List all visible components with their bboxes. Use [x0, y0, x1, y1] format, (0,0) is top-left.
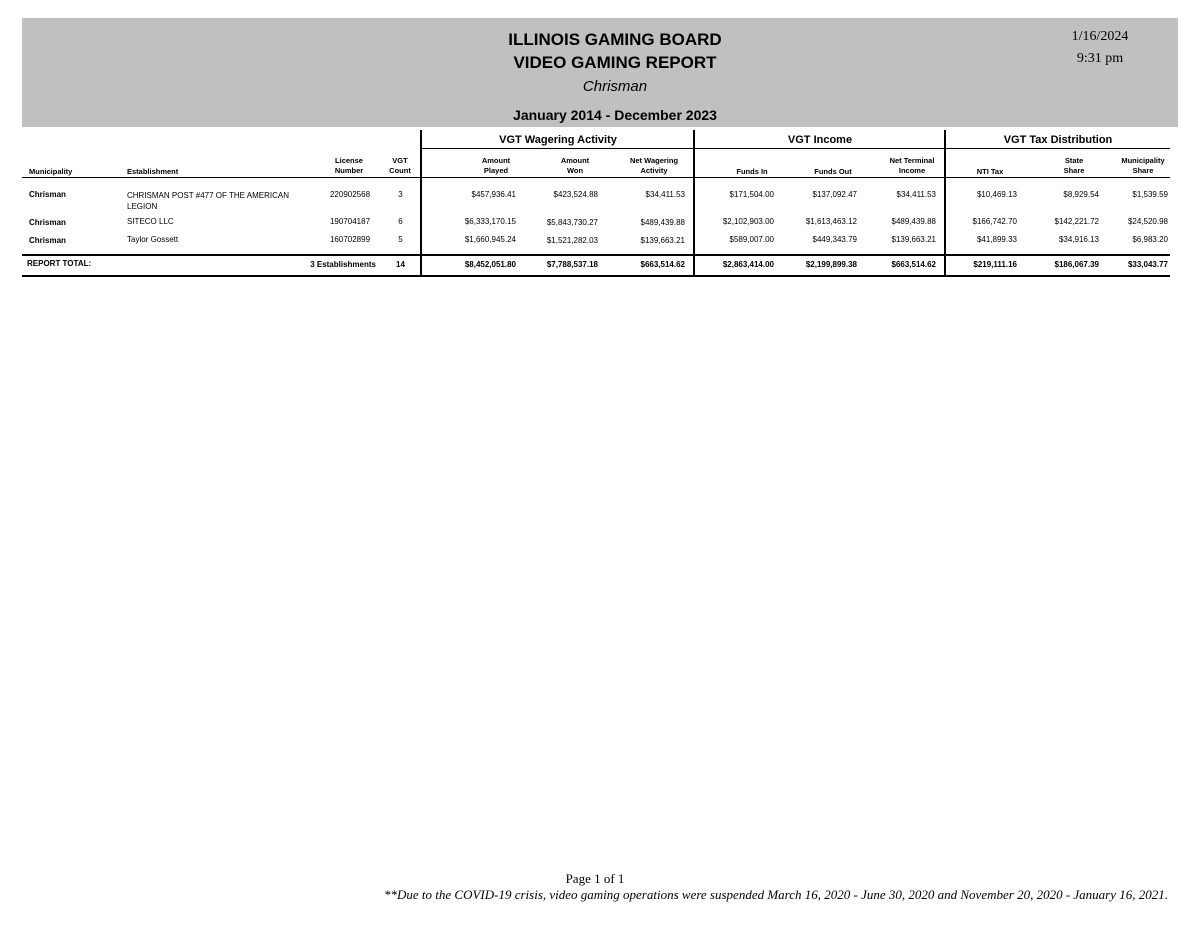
cell-net-terminal-income: $489,439.88	[891, 217, 936, 226]
cell-license: 160702899	[329, 235, 371, 244]
total-municipality-share: $33,043.77	[1127, 260, 1168, 269]
cell-establishment: CHRISMAN POST #477 OF THE AMERICAN	[127, 191, 289, 200]
report-time: 9:31 pm	[1076, 51, 1124, 66]
col-played-line2: Played	[483, 166, 509, 175]
cell-amount-played: $1,660,945.24	[464, 235, 516, 244]
col-nti-tax: NTI Tax	[976, 167, 1004, 176]
col-vgt-line2: Count	[389, 166, 411, 175]
cell-net-terminal-income: $34,411.53	[896, 190, 936, 199]
report-period: January 2014 - December 2023	[513, 107, 717, 123]
cell-municipality: Chrisman	[29, 218, 66, 227]
col-net-terminal-income	[878, 156, 946, 176]
cell-nti-tax: $41,899.33	[976, 235, 1017, 244]
col-vgt-count	[385, 156, 415, 176]
total-state-share: $186,067.39	[1054, 260, 1099, 269]
col-state-share	[1044, 156, 1104, 176]
cell-municipality-share: $24,520.98	[1127, 217, 1168, 226]
col-municipality-share	[1113, 156, 1173, 176]
cell-funds-in: $171,504.00	[729, 190, 774, 199]
col-license	[322, 156, 376, 176]
cell-license: 220902568	[329, 190, 371, 199]
total-net-wagering: $663,514.62	[640, 260, 685, 269]
cell-nti-tax: $166,742.70	[972, 217, 1017, 226]
total-bottom-rule	[22, 275, 1170, 277]
col-muni-line1: Municipality	[1121, 156, 1165, 165]
group-tax: VGT Tax Distribution	[1003, 134, 1113, 146]
cell-net-wagering: $489,439.88	[640, 218, 685, 227]
cell-establishment: Taylor Gossett	[127, 235, 179, 244]
col-amount-won	[545, 156, 605, 176]
col-amount-played	[466, 156, 526, 176]
cell-amount-won: $5,843,730.27	[546, 218, 598, 227]
total-establishments: 3 Establishments	[310, 260, 376, 269]
cell-license: 190704187	[329, 217, 371, 226]
page-number: Page 1 of 1	[565, 871, 625, 886]
cell-funds-out: $449,343.79	[812, 235, 857, 244]
col-vgt-line1: VGT	[392, 156, 408, 165]
cell-net-terminal-income: $139,663.21	[891, 235, 936, 244]
col-played-line1: Amount	[481, 156, 511, 165]
group-income: VGT Income	[787, 134, 853, 146]
col-license-line1: License	[335, 156, 363, 165]
cell-funds-out: $137,092.47	[812, 190, 857, 199]
col-won-line2: Won	[566, 166, 584, 175]
col-won-line1: Amount	[560, 156, 590, 165]
cell-vgt-count: 3	[398, 190, 403, 199]
cell-funds-out: $1,613,463.12	[805, 217, 857, 226]
total-funds-in: $2,863,414.00	[722, 260, 774, 269]
col-municipality: Municipality	[29, 167, 73, 176]
cell-state-share: $8,929.54	[1063, 190, 1099, 199]
total-net-terminal-income: $663,514.62	[891, 260, 936, 269]
total-vgt-count: 14	[396, 260, 405, 269]
total-funds-out: $2,199,899.38	[805, 260, 857, 269]
total-amount-won: $7,788,537.18	[546, 260, 598, 269]
col-nti-line1: Net Terminal	[889, 156, 935, 165]
cell-municipality: Chrisman	[29, 190, 66, 199]
total-nti-tax: $219,111.16	[973, 260, 1017, 269]
divider-income	[693, 130, 695, 276]
cell-state-share: $34,916.13	[1058, 235, 1099, 244]
cell-nti-tax: $10,469.13	[976, 190, 1017, 199]
report-date: 1/16/2024	[1071, 29, 1129, 44]
covid-footnote: **Due to the COVID-19 crisis, video gaming operations were suspended March 16, 2020 - June 30, 2020 and November 20, 2020 - January 16, 2021.	[384, 887, 1168, 902]
cell-funds-in: $2,102,903.00	[722, 217, 774, 226]
cell-funds-in: $589,007.00	[729, 235, 774, 244]
total-top-rule	[22, 254, 1170, 256]
col-funds-in: Funds In	[736, 167, 768, 176]
total-amount-played: $8,452,051.80	[464, 260, 516, 269]
cell-establishment-line2: LEGION	[127, 202, 158, 211]
col-net-wagering	[620, 156, 688, 176]
col-license-line2: Number	[334, 166, 364, 175]
cell-amount-won: $423,524.88	[553, 190, 598, 199]
total-label: REPORT TOTAL:	[27, 259, 92, 268]
col-state-line2: Share	[1063, 166, 1085, 175]
header-underline	[22, 177, 1170, 178]
cell-net-wagering: $139,663.21	[640, 236, 685, 245]
report-municipality: Chrisman	[582, 78, 648, 95]
col-funds-out: Funds Out	[814, 167, 852, 176]
cell-state-share: $142,221.72	[1054, 217, 1099, 226]
divider-tax	[944, 130, 946, 276]
col-nwa-line2: Activity	[640, 166, 668, 175]
col-nti-line2: Income	[898, 166, 926, 175]
cell-vgt-count: 5	[398, 235, 403, 244]
cell-vgt-count: 6	[398, 217, 403, 226]
group-underline	[421, 148, 1170, 149]
cell-municipality-share: $6,983.20	[1132, 235, 1168, 244]
report-title: ILLINOIS GAMING BOARD	[508, 30, 722, 49]
cell-municipality: Chrisman	[29, 236, 66, 245]
divider-wagering	[420, 130, 422, 276]
col-state-line1: State	[1064, 156, 1084, 165]
group-wagering: VGT Wagering Activity	[499, 134, 617, 146]
col-nwa-line1: Net Wagering	[629, 156, 679, 165]
cell-net-wagering: $34,411.53	[645, 190, 685, 199]
report-header	[22, 18, 1178, 127]
report-subtitle: VIDEO GAMING REPORT	[513, 53, 717, 72]
cell-establishment: SITECO LLC	[127, 217, 174, 226]
col-muni-line2: Share	[1132, 166, 1154, 175]
col-establishment: Establishment	[127, 167, 179, 176]
cell-amount-played: $6,333,170.15	[464, 217, 516, 226]
cell-amount-played: $457,936.41	[471, 190, 516, 199]
cell-municipality-share: $1,539.59	[1132, 190, 1168, 199]
cell-amount-won: $1,521,282.03	[546, 236, 598, 245]
